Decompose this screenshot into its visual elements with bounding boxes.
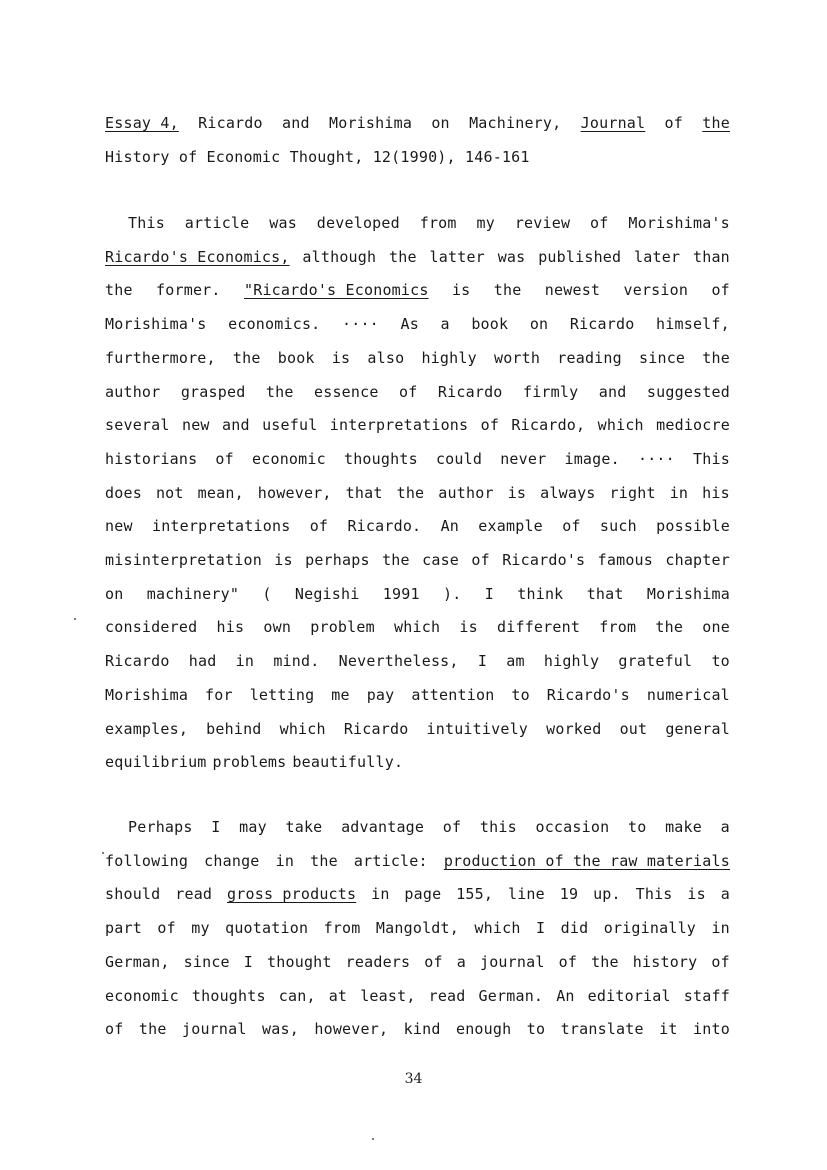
word: was, [262, 1020, 299, 1039]
scan-speck [102, 852, 104, 854]
word: the [310, 851, 338, 870]
word: my [191, 919, 210, 938]
word: the [493, 281, 522, 300]
word: from [323, 919, 361, 938]
word: Ricardo's [546, 685, 630, 704]
word: the [265, 382, 294, 401]
word: new [105, 517, 133, 536]
word: Nevertheless, [338, 652, 459, 671]
para2-line [105, 1020, 730, 1042]
word: a [440, 315, 450, 334]
word: 19 [559, 885, 579, 904]
word: history [632, 952, 698, 971]
word: famous [597, 551, 654, 569]
word: does [105, 483, 142, 502]
word: different [497, 618, 581, 637]
word: take [285, 818, 323, 836]
word: in [371, 885, 390, 904]
word: however, [314, 1020, 389, 1039]
word: book [471, 315, 509, 334]
word: Ricardo's Economics, [105, 247, 290, 266]
word: had [188, 652, 217, 671]
word: worked [546, 719, 602, 738]
para1-line [105, 585, 730, 607]
word: also [367, 348, 405, 367]
word: a [720, 818, 730, 836]
word: my [476, 214, 495, 232]
word: of [562, 517, 581, 536]
word: the [389, 247, 417, 266]
word: however, [257, 483, 332, 502]
word: intuitively [426, 719, 529, 738]
word: attention [411, 685, 495, 704]
para1-line [105, 248, 730, 270]
word: is [687, 885, 706, 904]
word: useful [262, 416, 318, 435]
word: journal [181, 1020, 247, 1039]
word: such [599, 517, 637, 536]
word: on [105, 584, 124, 603]
word: pay [366, 685, 395, 704]
word: was [269, 214, 297, 232]
word: the [655, 618, 684, 637]
scan-speck [372, 1138, 374, 1140]
word: latter [429, 247, 485, 266]
word: one [702, 618, 730, 637]
word: interpretations [329, 416, 469, 435]
word: from [419, 214, 457, 232]
word: the [138, 1020, 167, 1039]
word: of [471, 551, 490, 569]
word: is [507, 483, 527, 502]
word: editorial [587, 986, 671, 1005]
word: of [105, 1020, 124, 1039]
word: of [711, 952, 730, 971]
word: which [597, 416, 644, 435]
word: and [222, 416, 250, 435]
word: advantage [341, 818, 425, 836]
word: can, [278, 986, 316, 1005]
word: this [479, 818, 517, 836]
word: perhaps [305, 551, 370, 569]
word: misinterpretation [105, 551, 262, 569]
word: at [328, 986, 348, 1005]
word: ( [262, 584, 272, 603]
word: of [590, 214, 609, 232]
word: since [183, 952, 230, 971]
word: is [451, 281, 471, 300]
word: newest [544, 281, 601, 300]
word: to [526, 1020, 546, 1039]
word: to [711, 652, 730, 671]
word: out [619, 719, 648, 738]
word: letting [249, 685, 315, 704]
word: equilibrium [105, 753, 207, 772]
word: think [517, 584, 564, 603]
essay-label: Essay 4, [105, 114, 179, 132]
word: readers [345, 952, 411, 971]
word: may [239, 818, 267, 836]
word: Ricardo. [347, 517, 422, 536]
word: economic [252, 449, 326, 468]
word: change [204, 851, 260, 870]
word: suggested [646, 382, 730, 401]
word: published [538, 247, 622, 266]
word: Morishima [646, 584, 730, 603]
word: author [105, 382, 161, 401]
word: interpretations [151, 517, 291, 536]
word: This [693, 449, 730, 468]
word: following [105, 851, 189, 870]
citation-line-1: Essay 4, Ricardo and Morishima on Machinery, Journal of the [105, 114, 730, 132]
word: am [506, 652, 525, 671]
word: is [274, 551, 293, 569]
word: chapter [665, 551, 730, 569]
word: I [535, 919, 546, 938]
word: problem [310, 618, 375, 637]
word: numerical [646, 685, 730, 704]
word: of [442, 818, 462, 836]
word: considered [105, 618, 198, 637]
word: several [105, 416, 170, 435]
word: the [702, 348, 730, 367]
citation-source: History of Economic Thought, 12(1990), 146-161 [105, 148, 530, 166]
para1-line [105, 383, 730, 405]
word: I [484, 584, 494, 603]
word: his [702, 483, 730, 502]
word: "Ricardo's Economics [243, 281, 429, 300]
word: which [474, 919, 521, 938]
word: not [155, 483, 184, 502]
word: never [500, 449, 547, 468]
word: into [693, 1020, 730, 1039]
word: up. [593, 885, 621, 904]
para1-line [105, 652, 730, 674]
word: Ricardo [569, 315, 635, 334]
word: essence [313, 382, 379, 401]
word: I [477, 652, 488, 671]
word: production of the raw materials [443, 851, 730, 870]
word: and [598, 382, 627, 401]
word: An [440, 517, 460, 536]
word: kind [403, 1020, 441, 1039]
word: case [422, 551, 460, 569]
word: although [302, 247, 377, 266]
word: Morishima [105, 685, 189, 704]
word: 155, [456, 885, 494, 904]
word: An [556, 986, 575, 1005]
word: This [128, 214, 165, 232]
para1-line [105, 618, 730, 640]
word: Morishima's [105, 315, 207, 334]
word: least, [360, 986, 416, 1005]
page-number: 34 [404, 1071, 423, 1087]
word: German, [105, 952, 170, 971]
word: which [279, 719, 326, 738]
word: Ricardo [343, 719, 409, 738]
word: on [529, 315, 549, 334]
word: ). [442, 584, 462, 603]
word: for [205, 685, 233, 704]
word: the [105, 281, 133, 300]
para2-line [128, 818, 730, 840]
word: since [639, 348, 686, 367]
word: review [514, 214, 571, 232]
para1-line [105, 720, 730, 742]
para2-line [105, 987, 730, 1009]
word: line [507, 885, 545, 904]
word: article [184, 214, 250, 232]
word: problems [212, 753, 287, 772]
word: it [659, 1020, 678, 1039]
word: Morishima's [628, 214, 730, 232]
word: Ricardo, [511, 416, 586, 435]
word: book [277, 348, 315, 367]
word: German. [478, 986, 544, 1005]
word: did [560, 919, 589, 938]
word: the [232, 348, 261, 367]
word: the [382, 551, 410, 569]
word: enough [455, 1020, 512, 1039]
para1-line [105, 753, 730, 775]
para1-line [105, 484, 730, 506]
word: a [720, 885, 730, 904]
word: mean, [197, 483, 244, 502]
word: historians [105, 449, 198, 468]
word: examples, [105, 719, 189, 738]
journal-title: Journal [580, 114, 646, 132]
word: could [435, 449, 483, 468]
word: Perhaps [128, 818, 193, 836]
word: that [586, 584, 624, 603]
word: highly [421, 348, 477, 367]
para1-line [105, 517, 730, 539]
word: economics. [228, 315, 321, 334]
para2-line [105, 919, 730, 941]
word: make [665, 818, 703, 836]
word: which [394, 618, 441, 637]
word: that [345, 483, 383, 502]
word: machinery" [146, 584, 240, 603]
word: furthermore, [105, 348, 216, 367]
word: article: [353, 851, 428, 870]
para1-line [105, 416, 730, 438]
para1-line [105, 281, 730, 303]
word: a [456, 952, 466, 971]
word: of [309, 517, 329, 536]
word: I [243, 952, 254, 971]
word: in [275, 851, 295, 870]
word: ···· [637, 449, 675, 468]
word: former. [156, 281, 221, 300]
word: economic [105, 986, 179, 1005]
word: of [157, 919, 176, 938]
word: of [558, 952, 578, 971]
word: page [404, 885, 442, 904]
word: translate [560, 1020, 644, 1039]
word: grasped [180, 382, 246, 401]
word: Ricardo [437, 382, 503, 401]
para1-line [105, 686, 730, 708]
word: This [635, 885, 673, 904]
word: journal [479, 952, 545, 971]
word: always [540, 483, 596, 502]
word: later [634, 247, 681, 266]
word: of [215, 449, 234, 468]
word: general [665, 719, 730, 738]
para2-line [105, 852, 730, 874]
word: Negishi [294, 584, 360, 603]
word: ···· [341, 315, 379, 334]
word: his [216, 618, 245, 637]
word: Ricardo [105, 652, 170, 671]
word: in [669, 483, 689, 502]
word: of [480, 416, 500, 435]
word: is [331, 348, 351, 367]
word: of [399, 382, 418, 401]
word: staff [683, 986, 730, 1005]
word: part [105, 919, 142, 938]
word: mediocre [656, 416, 730, 435]
word: originally [603, 919, 697, 938]
word: the [591, 952, 619, 971]
word: Mangoldt, [375, 919, 459, 938]
word: to [511, 685, 530, 704]
para2-line [105, 953, 730, 975]
word: firmly [522, 382, 579, 401]
word: of [711, 281, 730, 300]
word: author [438, 483, 494, 502]
para1-line [105, 315, 730, 337]
word: in [235, 652, 255, 671]
word: from [599, 618, 637, 637]
word: possible [656, 517, 730, 536]
word: As [400, 315, 419, 334]
word: is [459, 618, 478, 637]
word: highly [543, 652, 600, 671]
word: new [181, 416, 210, 435]
para2-line [105, 885, 730, 907]
word: the [396, 483, 425, 502]
word: me [331, 685, 350, 704]
word: than [692, 247, 730, 266]
word: gross products [227, 885, 357, 904]
para1-line [105, 349, 730, 371]
word: developed [316, 214, 400, 232]
word: read [428, 986, 466, 1005]
para1-line [128, 214, 730, 236]
scan-speck [74, 618, 76, 620]
word: read [175, 885, 213, 904]
word: beautifully. [292, 753, 404, 772]
para1-line [105, 551, 730, 573]
word: thoughts [191, 986, 266, 1005]
word: example [478, 517, 543, 536]
word: was [497, 247, 526, 266]
word: occasion [535, 818, 610, 836]
word: in [711, 919, 730, 938]
word: I [211, 818, 221, 836]
word: thought [267, 952, 332, 971]
word: himself, [656, 315, 730, 334]
word: should [105, 885, 161, 904]
word: quotation [225, 919, 309, 938]
word: to [627, 818, 647, 836]
word: behind [206, 719, 262, 738]
word: mind. [273, 652, 320, 671]
word: own [263, 618, 292, 637]
word: grateful [618, 652, 693, 671]
word: version [623, 281, 689, 300]
word: of [424, 952, 443, 971]
word: 1991 [382, 584, 420, 603]
word: reading [557, 348, 622, 367]
word: Ricardo's [502, 551, 586, 569]
word: worth [493, 348, 541, 367]
para1-line [105, 450, 730, 472]
word: image. [564, 449, 620, 468]
word: right [609, 483, 656, 502]
citation-line-2 [105, 148, 565, 170]
word: thoughts [343, 449, 418, 468]
